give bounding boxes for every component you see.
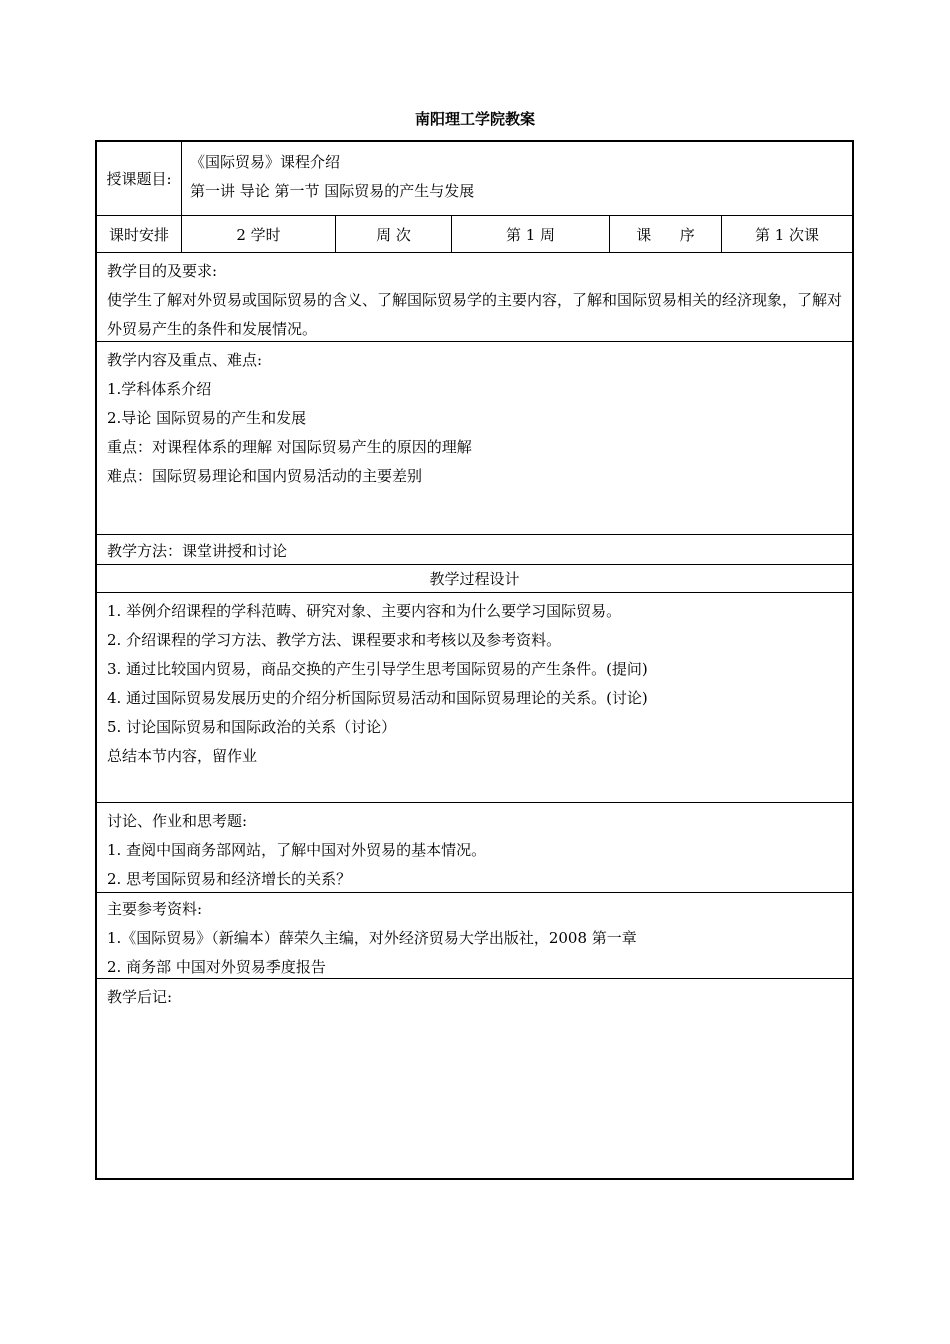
process-item: 4. 通过国际贸易发展历史的介绍分析国际贸易活动和国际贸易理论的关系。(讨论) xyxy=(107,689,648,707)
topic-row xyxy=(97,142,852,216)
process-list xyxy=(107,597,846,771)
process-heading: 教学过程设计 xyxy=(429,570,520,588)
process-row xyxy=(97,593,852,803)
objectives-body: 使学生了解对外贸易或国际贸易的含义、了解国际贸易学的主要内容，了解和国际贸易相关的经济现象，了解对外贸易产生的条件和发展情况。 xyxy=(107,291,843,338)
content-text xyxy=(107,346,846,491)
objectives-row xyxy=(97,253,852,342)
week-label-cell xyxy=(336,216,452,252)
reference-item: 2. 商务部 中国对外贸易季度报告 xyxy=(107,958,326,976)
objectives-text xyxy=(107,257,846,344)
order-value: 第 1 次课 xyxy=(754,225,820,244)
homework-list xyxy=(107,807,846,894)
reference-item: 1.《国际贸易》（新编本）薛荣久主编，对外经济贸易大学出版社，2008 第一章 xyxy=(107,929,637,947)
lesson-plan-table xyxy=(95,140,854,1180)
content-heading: 教学内容及重点、难点: xyxy=(107,351,263,369)
order-label: 课 序 xyxy=(636,225,695,244)
order-label-cell xyxy=(610,216,722,252)
process-summary: 总结本节内容，留作业 xyxy=(107,747,258,765)
homework-heading: 讨论、作业和思考题: xyxy=(107,812,248,830)
process-heading-wrap xyxy=(97,565,852,594)
order-value-cell xyxy=(722,216,852,252)
homework-item: 1. 查阅中国商务部网站，了解中国对外贸易的基本情况。 xyxy=(107,841,487,859)
process-item: 1. 举例介绍课程的学科范畴、研究对象、主要内容和为什么要学习国际贸易。 xyxy=(107,602,622,620)
process-item: 2. 介绍课程的学习方法、教学方法、课程要求和考核以及参考资料。 xyxy=(107,631,562,649)
notes-heading: 教学后记: xyxy=(107,988,173,1006)
content-item: 2.导论 国际贸易的产生和发展 xyxy=(107,409,307,427)
method-row xyxy=(97,535,852,565)
topic-label-cell xyxy=(97,142,182,215)
method-value: 教学方法：课堂讲授和讨论 xyxy=(107,542,288,560)
week-label: 周 次 xyxy=(376,225,411,244)
notes-row xyxy=(97,979,852,1178)
content-row xyxy=(97,342,852,535)
notes-wrap xyxy=(107,983,846,1012)
schedule-label: 课时安排 xyxy=(108,225,169,244)
content-item: 1.学科体系介绍 xyxy=(107,380,212,398)
homework-row xyxy=(97,803,852,893)
content-key-points: 重点：对课程体系的理解 对国际贸易产生的原因的理解 xyxy=(107,438,472,456)
method-text xyxy=(107,537,846,566)
hours-value: 2 学时 xyxy=(236,225,281,244)
references-list xyxy=(107,895,846,982)
topic-line: 第一讲 导论 第一节 国际贸易的产生与发展 xyxy=(190,182,475,200)
schedule-label-cell xyxy=(97,216,182,252)
objectives-heading: 教学目的及要求: xyxy=(107,262,218,280)
hours-cell xyxy=(182,216,336,252)
topic-label: 授课题目: xyxy=(106,170,172,188)
week-value-cell xyxy=(452,216,610,252)
homework-item: 2. 思考国际贸易和经济增长的关系？ xyxy=(107,870,352,888)
references-heading: 主要参考资料: xyxy=(107,900,203,918)
process-item: 3. 通过比较国内贸易，商品交换的产生引导学生思考国际贸易的产生条件。(提问) xyxy=(107,660,648,678)
week-value: 第 1 周 xyxy=(505,225,556,244)
references-row xyxy=(97,893,852,979)
content-difficulties: 难点：国际贸易理论和国内贸易活动的主要差别 xyxy=(107,467,423,485)
process-heading-row xyxy=(97,565,852,593)
topic-value xyxy=(190,148,846,206)
process-item: 5. 讨论国际贸易和国际政治的关系（讨论） xyxy=(107,718,397,736)
schedule-row xyxy=(97,216,852,253)
topic-line: 《国际贸易》课程介绍 xyxy=(190,153,341,171)
document-title: 南阳理工学院教案 xyxy=(414,110,535,128)
